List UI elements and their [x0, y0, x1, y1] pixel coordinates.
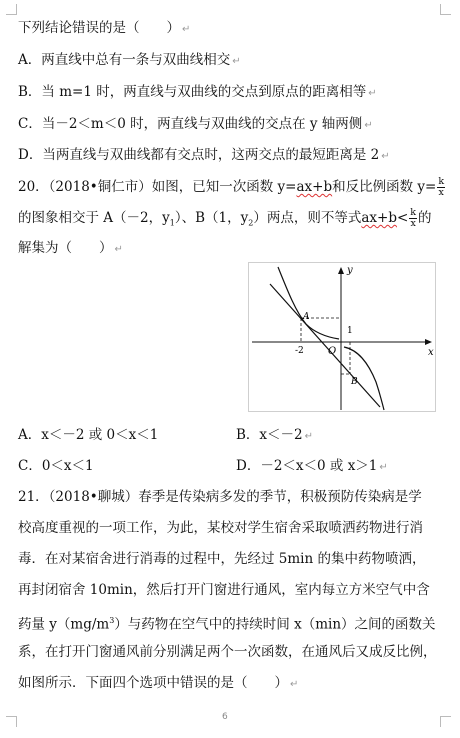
y-axis-arrow-icon [338, 267, 344, 274]
q20-option-a: A．x＜－2 或 0＜x＜1 [18, 427, 159, 443]
q20-line-3: 解集为（ ） ↵ [18, 240, 123, 256]
q20-function-graph [248, 262, 436, 412]
x-axis-label: x [428, 347, 434, 358]
q20-inequality-fraction: $\frac{k}{x}$ [410, 207, 417, 229]
q20-linear-eq: ax+b [296, 179, 333, 195]
q21-line-7: 如图所示．下面四个选项中错误的是（ ） ↵ [18, 675, 299, 691]
crop-mark-bottom-right [440, 716, 451, 727]
tick-label-neg2: -2 [295, 346, 304, 356]
q20-line-2: 的图象相交于 A（－2，$y_1$）、B（1，$y_2$）两点，则不等式ax+b< $\frac{k}{x}$ 的 [18, 207, 432, 229]
q19-option-c: C．当－2＜m＜0 时，两直线与双曲线的交点在 y 轴两侧 ↵ [18, 116, 373, 132]
q21-line-5: 药量 $y(mg/m^3)$与药物在空气中的持续时间 x（min）之间的函数关 [18, 616, 436, 633]
graph-frame [249, 263, 436, 412]
q20-line-1: 20．（2018•铜仁市）如图，已知一次函数 y=ax+b和反比例函数 y= $\frac{k}{x}$ [18, 176, 445, 198]
hyperbola-branch-lower [344, 347, 384, 410]
q21-line-3: 毒．在对某宿舍进行消毒的过程中，先经过 5min 的集中药物喷洒， [18, 551, 426, 567]
tick-label-1: 1 [347, 326, 353, 336]
q20-option-c: C．0＜x＜1 [18, 458, 94, 474]
y-axis-label: y [347, 265, 353, 276]
q19-option-b: B．当 m=1 时，两直线与双曲线的交点到原点的距离相等 ↵ [18, 84, 377, 100]
q21-line-6: 系，在打开门窗通风前分别满足两个一次函数，在通风后又成反比例， [18, 644, 437, 660]
q20-option-b: B．x＜－2 ↵ [236, 427, 314, 443]
q20-fraction-k-over-x: $\frac{k}{x}$ [438, 176, 445, 198]
crop-mark-top-right [440, 4, 451, 15]
q21-line-1: 21．（2018•聊城）春季是传染病多发的季节，积极预防传染病是学 [18, 489, 422, 505]
point-a-label: A [303, 312, 310, 322]
origin-label: O [328, 346, 337, 357]
q19-stem: 下列结论错误的是（ ） ↵ [18, 20, 191, 36]
crop-mark-top-left [6, 4, 17, 15]
point-b-label: B [351, 377, 358, 387]
x-axis-arrow-icon [425, 339, 432, 345]
q20-inequality-lhs: ax+b [361, 210, 397, 226]
q21-line-2: 校高度重视的一项工作，为此，某校对学生宿舍采取喷洒药物进行消 [18, 520, 423, 536]
linear-function-line [270, 284, 380, 407]
crop-mark-bottom-left [6, 716, 17, 727]
q21-line-4: 再封闭宿舍 10min，然后打开门窗进行通风，室内每立方米空气中含 [18, 582, 430, 598]
q19-option-d: D．当两直线与双曲线都有交点时，这两交点的最短距离是 2 ↵ [18, 147, 390, 163]
q19-option-a: A．两直线中总有一条与双曲线相交 ↵ [18, 52, 241, 68]
q20-option-d: D．－2＜x＜0 或 x＞1 ↵ [236, 458, 388, 474]
page-number: 6 [222, 712, 228, 722]
